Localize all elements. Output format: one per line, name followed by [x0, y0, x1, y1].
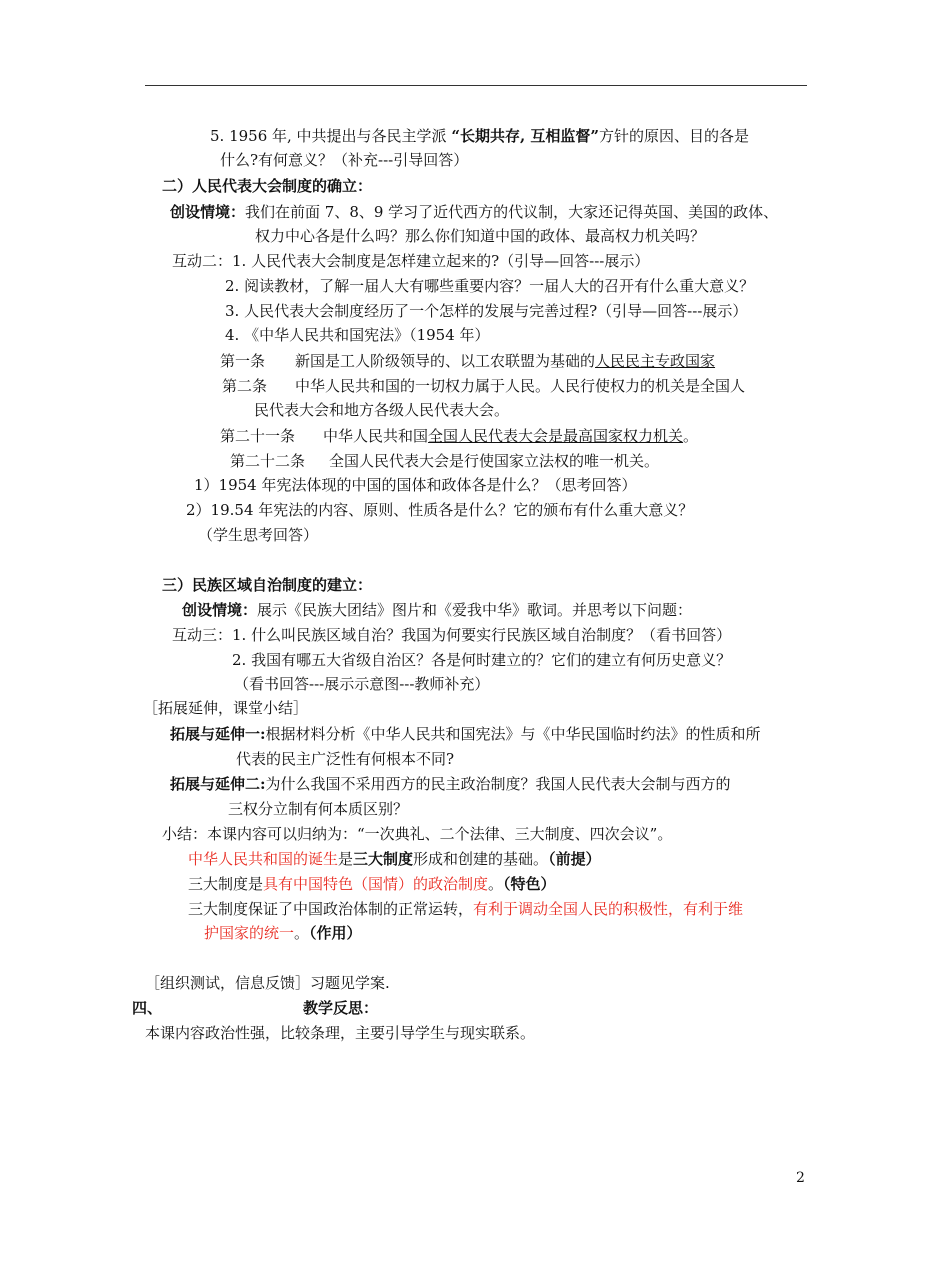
- sub-question-1: 1）1954 年宪法体现的中国的国体和政体各是什么？（思考回答）: [194, 476, 637, 494]
- section-3-situation: [182, 600, 692, 620]
- extension-2-text: 为什么我国不采用西方的民主政治制度？我国人民代表大会制与西方的: [265, 775, 731, 793]
- q5-text-a: 5. 1956 年, 中共提出与各民主学派: [210, 127, 452, 145]
- article-1-text: 新国是工人阶级领导的、以工农联盟为基础的: [295, 352, 596, 370]
- article-22-text: 全国人民代表大会是行使国家立法权的唯一机关。: [329, 452, 660, 470]
- article-2-line-2: 民代表大会和地方各级人民代表大会。: [254, 401, 510, 419]
- interaction-2-q2: 2. 阅读教材，了解一届人大有哪些重要内容？一届人大的召开有什么重大意义？: [225, 277, 755, 295]
- situation-3-text: 展示《民族大团结》图片和《爱我中华》歌词。并思考以下问题：: [257, 601, 693, 619]
- summary-4-tag: （作用）: [309, 924, 362, 942]
- summary-1-tag: （前提）: [548, 850, 601, 868]
- interaction-2-q1: [172, 251, 649, 271]
- sub-question-2-end: （学生思考回答）: [198, 526, 319, 544]
- interaction-3-q2-end: （看书回答---展示示意图---教师补充）: [234, 675, 490, 693]
- summary-1-mid: 是: [338, 850, 354, 868]
- extension-1-line-1: [170, 724, 761, 744]
- summary-3-red: 有利于调动全国人民的积极性，有利于维: [473, 900, 744, 918]
- summary-1-bold: 三大制度: [353, 850, 414, 868]
- article-22: [230, 451, 659, 471]
- summary-intro: 小结：本课内容可以归纳为：“一次典礼、二个法律、三大制度、四次会议”。: [162, 825, 673, 843]
- article-1-underlined: 人民民主专政国家: [595, 352, 716, 370]
- interaction-2-q4: 4. 《中华人民共和国宪法》（1954 年）: [225, 326, 490, 344]
- summary-2-a: 三大制度是: [188, 875, 264, 893]
- sub-question-2: 2）19.54 年宪法的内容、原则、性质各是什么？它的颁布有什么重大意义？: [186, 501, 694, 519]
- summary-line-4: [204, 923, 362, 943]
- section-2-situation-line-2: 权力中心各是什么吗？那么你们知道中国的政体、最高权力机关吗？: [255, 227, 706, 245]
- situation-label: 创设情境：: [170, 203, 246, 221]
- summary-1-end: 形成和创建的基础。: [413, 850, 549, 868]
- summary-2-end: 。: [488, 875, 504, 893]
- situation-3-label: 创设情境：: [182, 601, 258, 619]
- summary-line-2: [188, 874, 556, 894]
- extension-2-line-2: 三权分立制有何本质区别？: [228, 800, 409, 818]
- section-3-title: 三）民族区域自治制度的建立：: [162, 576, 373, 594]
- interaction-2-q1-text: 1. 人民代表大会制度是怎样建立起来的?（引导—回答---展示）: [232, 252, 650, 270]
- article-2-label: 第二条: [222, 377, 268, 395]
- article-2-text-1: 中华人民共和国的一切权力属于人民。人民行使权力的机关是全国人: [295, 377, 746, 395]
- question-5-line-2: 什么?有何意义？（补充---引导回答）: [220, 151, 469, 169]
- article-21-label: 第二十一条: [220, 427, 296, 445]
- interaction-3-q2: 2. 我国有哪五大省级自治区？各是何时建立的？它们的建立有何历史意义？: [232, 651, 732, 669]
- question-5-line-1: [210, 126, 749, 146]
- section-4-title: 教学反思：: [303, 999, 379, 1017]
- article-21-text: 中华人民共和国: [323, 427, 429, 445]
- summary-2-red: 具有中国特色（国情）的政治制度: [263, 875, 489, 893]
- article-22-label: 第二十二条: [230, 452, 306, 470]
- interaction-2-q3: 3. 人民代表大会制度经历了一个怎样的发展与完善过程?（引导—回答---展示）: [225, 302, 748, 320]
- extension-heading: ［拓展延伸，课堂小结］: [143, 699, 309, 717]
- extension-1-label: 拓展与延伸一:: [170, 725, 266, 743]
- interaction-3-q1: [172, 625, 731, 645]
- test-feedback: ［组织测试，信息反馈］习题见学案.: [145, 974, 390, 992]
- article-21-underlined: 全国人民代表大会是最高国家权力机关: [428, 427, 684, 445]
- section-2-situation-line-1: [170, 202, 778, 222]
- article-21-end: 。: [683, 427, 699, 445]
- article-2-line-1: [222, 376, 745, 396]
- section-2-title: 二）人民代表大会制度的确立：: [162, 177, 373, 195]
- article-21: [220, 426, 698, 446]
- section-4-number: 四、: [132, 999, 163, 1017]
- situation-text-1: 我们在前面 7、8、9 学习了近代西方的代议制，大家还记得英国、美国的政体、: [245, 203, 779, 221]
- article-1: [220, 351, 715, 371]
- summary-4-end: 。: [294, 924, 310, 942]
- interaction-3-label: 互动三：: [172, 626, 233, 644]
- interaction-3-q1-text: 1. 什么叫民族区域自治？我国为何要实行民族区域自治制度？（看书回答）: [232, 626, 732, 644]
- summary-line-3: [188, 899, 743, 919]
- summary-line-1: [188, 849, 601, 869]
- summary-4-red: 护国家的统一: [204, 924, 295, 942]
- extension-1-text: 根据材料分析《中华人民共和国宪法》与《中华民国临时约法》的性质和所: [265, 725, 761, 743]
- summary-2-tag: （特色）: [503, 875, 556, 893]
- reflection-text: 本课内容政治性强，比较条理，主要引导学生与现实联系。: [145, 1024, 536, 1042]
- summary-3-a: 三大制度保证了中国政治体制的正常运转，: [188, 900, 474, 918]
- q5-text-c: 方针的原因、目的各是: [599, 127, 750, 145]
- header-rule: [145, 85, 807, 86]
- summary-1-red: 中华人民共和国的诞生: [188, 850, 339, 868]
- extension-2-line-1: [170, 774, 731, 794]
- article-1-label: 第一条: [220, 352, 266, 370]
- page-number: 2: [796, 1170, 805, 1186]
- q5-policy-quote: “长期共存, 互相监督”: [451, 127, 600, 145]
- extension-2-label: 拓展与延伸二:: [170, 775, 266, 793]
- interaction-2-label: 互动二：: [172, 252, 233, 270]
- extension-1-line-2: 代表的民主广泛性有何根本不同?: [236, 750, 455, 768]
